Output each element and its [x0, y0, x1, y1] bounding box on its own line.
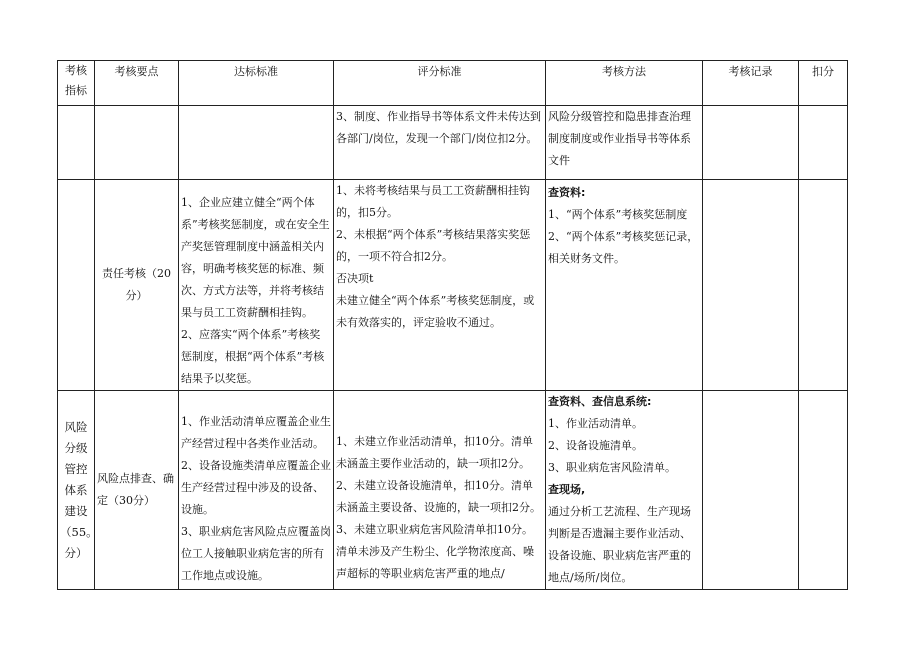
method-heading: 查资料: — [548, 186, 586, 199]
deduction-cell — [799, 106, 848, 180]
header-deduction: 扣分 — [799, 61, 848, 106]
method-cell — [546, 391, 703, 590]
method-site-text: 通过分析工艺流程、生产现场判断是否遗漏主要作业活动、设备设施、职业病危害严重的地点/场所/岗位。 — [548, 505, 691, 584]
header-row — [58, 61, 848, 106]
deduction-cell — [799, 180, 848, 391]
standard-cell: 1、企业应建立健全“两个体系”考核奖惩制度，或在安全生产奖惩管理制度中涵盖相关内容，明确考核奖惩的标准、频次、方式方法等，并将考核结果与员工工资薪酬相挂钩。 2、应落实“两个体系”考核奖惩制度，根据“两个体系”考核结果予以奖惩。 — [179, 180, 334, 391]
method-items: 1、作业活动清单。 2、设备设施清单。 3、职业病危害风险清单。 — [548, 417, 676, 474]
record-cell — [703, 106, 799, 180]
header-standard: 达标标准 — [179, 61, 334, 106]
deduction-cell — [799, 391, 848, 590]
method-heading-site: 查现场, — [548, 483, 586, 496]
scoring-cell: 3、制度、作业指导书等体系文件未传达到各部门/岗位，发现一个部门/岗位扣2分。 — [334, 106, 546, 180]
standard-cell — [179, 106, 334, 180]
header-record: 考核记录 — [703, 61, 799, 106]
header-indicator: 考核 指标 — [58, 61, 95, 106]
record-cell — [703, 180, 799, 391]
indicator-cell — [58, 180, 95, 391]
header-scoring: 评分标准 — [334, 61, 546, 106]
key-point-cell: 责任考核（20分） — [95, 180, 179, 391]
table-row — [58, 180, 848, 391]
header-method: 考核方法 — [546, 61, 703, 106]
table-row — [58, 391, 848, 590]
method-cell: 风险分级管控和隐患排查治理制度制度或作业指导书等体系文件 — [546, 106, 703, 180]
record-cell — [703, 391, 799, 590]
header-key-point: 考核要点 — [95, 61, 179, 106]
table-row — [58, 106, 848, 180]
method-items: 1、“两个体系”考核奖惩制度 2、“两个体系”考核奖惩记录，相关财务文件。 — [548, 208, 699, 265]
scoring-cell: 1、未建立作业活动清单，扣10分。清单未涵盖主要作业活动的，缺一项扣2分。 2、未建立设备设施清单，扣10分。清单未涵盖主要设备、设施的，缺一项扣2分。 3、未建立职业病危害风险清单扣10分。清单未涉及产生粉尘、化学物浓度高、噪声超标的等职业病危害严重的地点/ — [334, 391, 546, 590]
assessment-table — [57, 60, 848, 590]
indicator-cell — [58, 106, 95, 180]
indicator-cell: 风险分级管控体系建设 （55。分） — [58, 391, 95, 590]
standard-cell: 1、作业活动清单应覆盖企业生产经营过程中各类作业活动。 2、设备设施类清单应覆盖企业生产经营过程中涉及的设备、设施。 3、职业病危害风险点应覆盖岗位工人接触职业病危害的所有工作地点或设施。 — [179, 391, 334, 590]
method-cell — [546, 180, 703, 391]
key-point-cell — [95, 106, 179, 180]
method-heading: 查资料、查信息系统: — [548, 395, 652, 408]
scoring-cell: 1、未将考核结果与员工工资薪酬相挂钩的，扣5分。 2、未根据“两个体系”考核结果落实奖惩的，一项不符合扣2分。 否决项t 未建立健全“两个体系”考核奖惩制度，或未有效落实的，评定验收不通过。 — [334, 180, 546, 391]
key-point-cell: 风险点排查、确定（30分） — [95, 391, 179, 590]
